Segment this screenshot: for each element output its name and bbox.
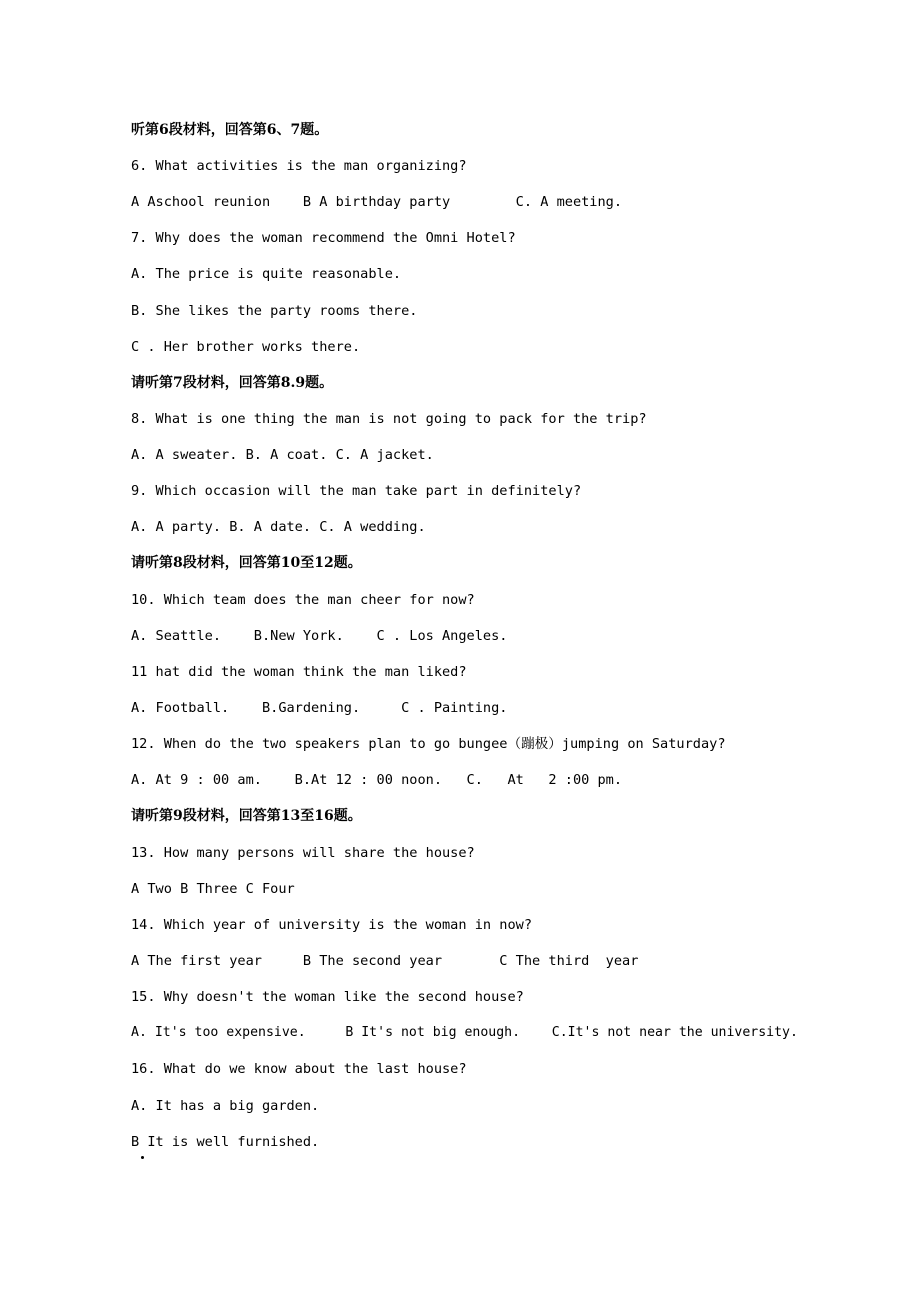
- question-line: 13. How many persons will share the house?: [131, 845, 475, 861]
- question-line: 11 hat did the woman think the man liked?: [131, 664, 467, 680]
- options-line: C . Her brother works there.: [131, 339, 361, 355]
- options-line: A. It has a big garden.: [131, 1098, 320, 1114]
- question-line: 15. Why doesn't the woman like the second house?: [131, 989, 524, 1005]
- question-line: 14. Which year of university is the woman in now?: [131, 917, 533, 933]
- section-heading: 请听第8段材料，回答第10至12题。: [131, 555, 362, 571]
- options-line: A. The price is quite reasonable.: [131, 266, 402, 282]
- options-line: A Two B Three C Four: [131, 881, 295, 897]
- options-line: A. At 9 : 00 am. B.At 12 : 00 noon. C. At 2 :00 pm.: [131, 772, 623, 788]
- options-line: A. It's too expensive. B It's not big enough. C.It's not near the university.: [131, 1025, 798, 1040]
- section-heading: 听第6段材料，回答第6、7题。: [131, 122, 329, 138]
- options-line: A The first year B The second year C The third year: [131, 953, 639, 969]
- question-line: 9. Which occasion will the man take part in definitely?: [131, 483, 582, 499]
- section-heading: 请听第9段材料，回答第13至16题。: [131, 808, 362, 824]
- section-heading: 请听第7段材料，回答第8.9题。: [131, 375, 334, 391]
- question-line: 7. Why does the woman recommend the Omni Hotel?: [131, 230, 516, 246]
- options-line: B It is well furnished.: [131, 1134, 320, 1150]
- options-line: A. A sweater. B. A coat. C. A jacket.: [131, 447, 434, 463]
- options-line: A. Football. B.Gardening. C . Painting.: [131, 700, 508, 716]
- question-line: 6. What activities is the man organizing?: [131, 158, 467, 174]
- options-line: A Aschool reunion B A birthday party C. A meeting.: [131, 194, 623, 210]
- options-line: B. She likes the party rooms there.: [131, 303, 418, 319]
- question-line: 8. What is one thing the man is not going to pack for the trip?: [131, 411, 647, 427]
- stray-dot-mark: [141, 1156, 144, 1159]
- question-line: 10. Which team does the man cheer for now?: [131, 592, 475, 608]
- question-line: 12. When do the two speakers plan to go bungee（蹦极）jumping on Saturday?: [131, 736, 726, 752]
- question-line: 16. What do we know about the last house?: [131, 1061, 467, 1077]
- options-line: A. A party. B. A date. C. A wedding.: [131, 519, 426, 535]
- options-line: A. Seattle. B.New York. C . Los Angeles.: [131, 628, 508, 644]
